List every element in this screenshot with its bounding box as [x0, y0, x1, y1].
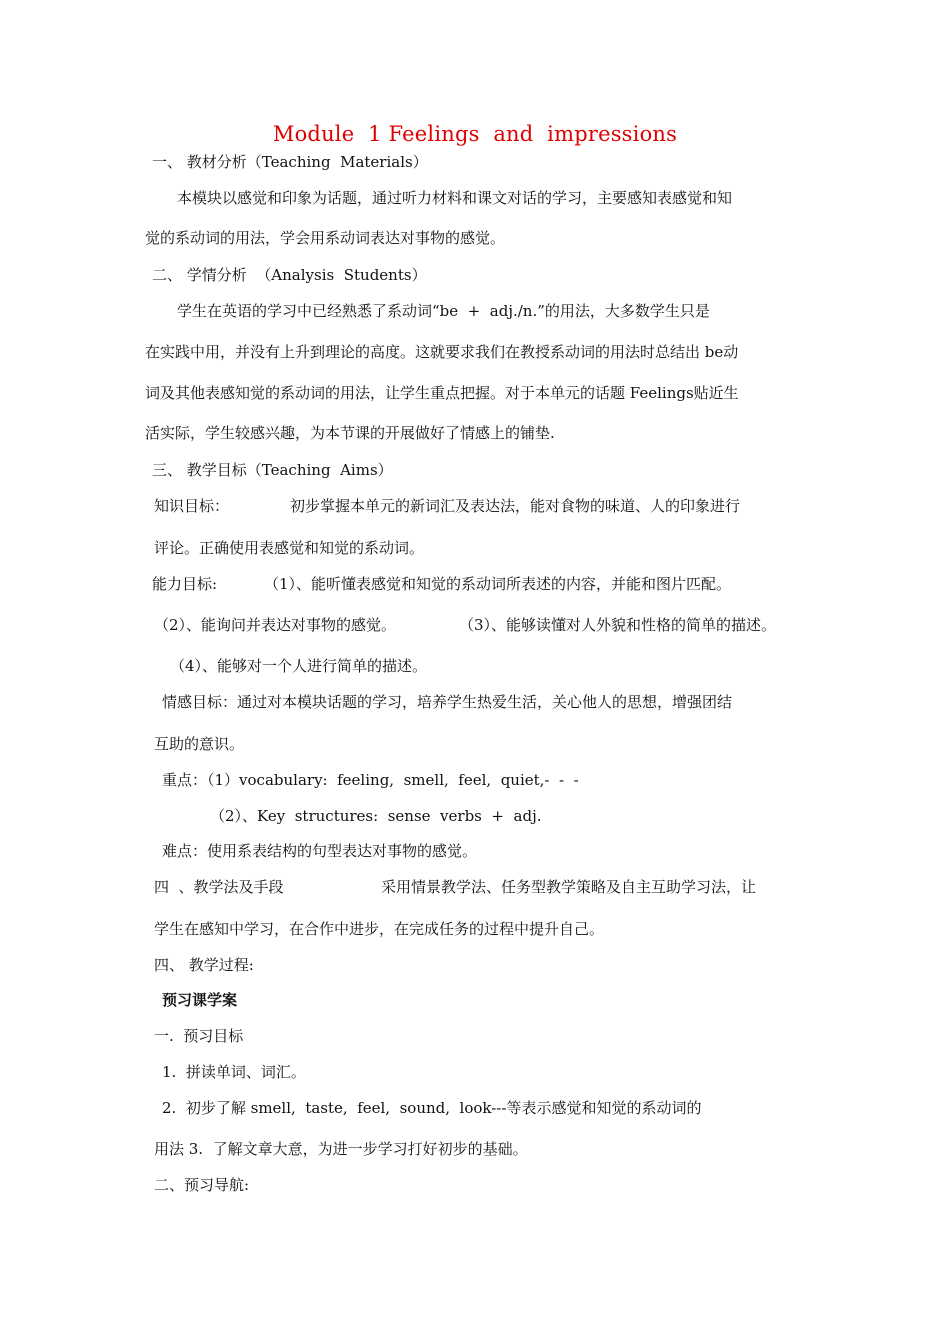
teaching-method-line-1: 采用情景教学法、任务型教学策略及自主互助学习法，让	[381, 878, 757, 896]
emotion-goal-line-1: 情感目标：通过对本模块话题的学习，培养学生热爱生活，关心他人的思想，增强团结	[162, 693, 733, 711]
ability-goal-line-2b: （3）、能够读懂对人外貌和性格的简单的描述。	[459, 616, 777, 634]
section-5-heading: 四、 教学过程:	[154, 956, 254, 974]
section-3-heading: 三、 教学目标（Teaching Aims）	[152, 461, 393, 479]
section-2-text-line-2: 在实践中用，并没有上升到理论的高度。这就要求我们在教授系动词的用法时总结出 be动	[145, 343, 739, 361]
section-2-text-line-1: 学生在英语的学习中已经熟悉了系动词“be + adj./n.”的用法，大多数学生只是	[177, 302, 710, 320]
preview-guide-heading: 二、预习导航:	[154, 1176, 250, 1194]
preview-item-2-line-1: 2. 初步了解 smell, taste, feel, sound, look---等表示感觉和知觉的系动词的	[162, 1099, 702, 1117]
page-title: Module 1 Feelings and impressions	[272, 122, 678, 146]
preview-objectives-heading: 一. 预习目标	[154, 1027, 244, 1045]
preview-item-2-line-2: 用法 3. 了解文章大意，为进一步学习打好初步的基础。	[154, 1140, 528, 1158]
key-points-line-2: （2）、Key structures: sense verbs + adj.	[210, 807, 542, 825]
ability-goal-label: 能力目标:	[152, 575, 218, 593]
section-2-text-line-3: 词及其他表感知觉的系动词的用法，让学生重点把握。对于本单元的话题 Feelings贴近生	[145, 384, 739, 402]
knowledge-goal-label: 知识目标：	[154, 497, 230, 515]
knowledge-goal-line-1: 初步掌握本单元的新词汇及表达法，能对食物的味道、人的印象进行	[290, 497, 741, 515]
key-points-line-1: 重点：（1）vocabulary: feeling, smell, feel, quiet,- - -	[162, 771, 579, 789]
ability-goal-line-1: （1）、能听懂表感觉和知觉的系动词所表述的内容，并能和图片匹配。	[264, 575, 732, 593]
section-2-text-line-4: 活实际，学生较感兴趣，为本节课的开展做好了情感上的铺垫.	[145, 424, 555, 442]
knowledge-goal-line-2: 评论。正确使用表感觉和知觉的系动词。	[154, 539, 425, 557]
emotion-goal-line-2: 互助的意识。	[154, 735, 245, 753]
teaching-method-line-2: 学生在感知中学习，在合作中进步，在完成任务的过程中提升自己。	[154, 920, 605, 938]
difficult-points: 难点：使用系表结构的句型表达对事物的感觉。	[162, 842, 478, 860]
section-2-heading: 二、 学情分析 （Analysis Students）	[152, 266, 427, 284]
preview-title: 预习课学案	[162, 991, 238, 1009]
section-1-text-line-2: 觉的系动词的用法，学会用系动词表达对事物的感觉。	[145, 229, 506, 247]
section-4-heading: 四 、教学法及手段	[154, 878, 284, 896]
ability-goal-line-2a: （2）、能询问并表达对事物的感觉。	[154, 616, 397, 634]
section-1-text-line-1: 本模块以感觉和印象为话题，通过听力材料和课文对话的学习，主要感知表感觉和知	[177, 189, 733, 207]
ability-goal-line-3: （4）、能够对一个人进行简单的描述。	[170, 657, 428, 675]
section-1-heading: 一、 教材分析（Teaching Materials）	[152, 153, 428, 171]
preview-item-1: 1. 拼读单词、词汇。	[162, 1063, 306, 1081]
